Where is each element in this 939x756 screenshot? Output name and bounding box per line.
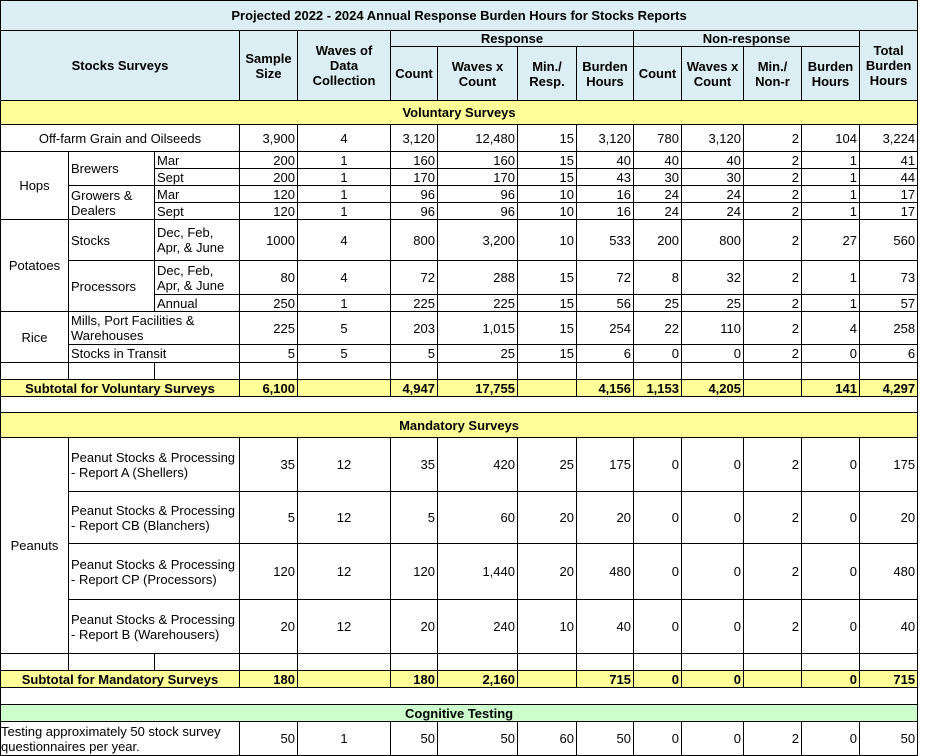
response-count-cell: 4,947: [391, 380, 438, 397]
min-per-response-cell: [518, 380, 577, 397]
sample-size-cell: 200: [240, 152, 298, 169]
sample-size-cell: 5: [240, 345, 298, 363]
nonresponse-count-cell: 30: [634, 169, 682, 186]
blank-cell: [1, 363, 69, 380]
nonresponse-waves-x-count-cell: 0: [682, 438, 744, 492]
total-burden-hours-cell: 50: [860, 722, 918, 756]
sample-size-cell: 1000: [240, 220, 298, 261]
response-count-cell: [391, 363, 438, 380]
nonresponse-count-cell: 24: [634, 203, 682, 220]
group-label: Potatoes: [1, 220, 69, 312]
header-waves-x-count: Waves x Count: [438, 47, 518, 101]
nonresponse-burden-hours-cell: 1: [802, 261, 860, 295]
sample-size-cell: 3,900: [240, 125, 298, 152]
row-label: Peanut Stocks & Processing - Report A (Shellers): [69, 438, 240, 492]
min-per-nonresponse-cell: 2: [744, 312, 802, 345]
sample-size-cell: 35: [240, 438, 298, 492]
min-per-response-cell: [518, 671, 577, 688]
nonresponse-waves-x-count-cell: [682, 363, 744, 380]
waves-cell: 1: [298, 203, 391, 220]
sample-size-cell: 120: [240, 544, 298, 600]
nonresponse-waves-x-count-cell: [682, 654, 744, 671]
nonresponse-waves-x-count-cell: 24: [682, 186, 744, 203]
nonresponse-waves-x-count-cell: 24: [682, 203, 744, 220]
response-burden-hours-cell: 4,156: [577, 380, 634, 397]
waves-cell: 1: [298, 722, 391, 756]
response-waves-x-count-cell: 1,440: [438, 544, 518, 600]
min-per-nonresponse-cell: 2: [744, 152, 802, 169]
response-burden-hours-cell: [577, 654, 634, 671]
header-nr-count: Count: [634, 47, 682, 101]
sample-size-cell: 120: [240, 186, 298, 203]
nonresponse-burden-hours-cell: 0: [802, 438, 860, 492]
waves-cell: 1: [298, 186, 391, 203]
response-burden-hours-cell: 3,120: [577, 125, 634, 152]
blank-cell: [1, 654, 69, 671]
row-label: Processors: [69, 261, 155, 312]
waves-cell: 1: [298, 152, 391, 169]
min-per-nonresponse-cell: [744, 654, 802, 671]
subtotal-row: [1, 671, 918, 688]
sample-size-cell: 6,100: [240, 380, 298, 397]
response-waves-x-count-cell: [438, 654, 518, 671]
header-total: Total Burden Hours: [860, 31, 918, 101]
row-label: Brewers: [69, 152, 155, 186]
response-burden-hours-cell: 20: [577, 492, 634, 544]
nonresponse-burden-hours-cell: 4: [802, 312, 860, 345]
response-waves-x-count-cell: 170: [438, 169, 518, 186]
nonresponse-count-cell: 25: [634, 295, 682, 312]
blank-cell: [69, 363, 155, 380]
response-count-cell: 180: [391, 671, 438, 688]
row-label: Peanut Stocks & Processing - Report CP (Processors): [69, 544, 240, 600]
waves-cell: 12: [298, 600, 391, 654]
response-count-cell: 170: [391, 169, 438, 186]
min-per-nonresponse-cell: 2: [744, 261, 802, 295]
header-min-resp: Min./ Resp.: [518, 47, 577, 101]
nonresponse-burden-hours-cell: 0: [802, 671, 860, 688]
min-per-response-cell: 15: [518, 345, 577, 363]
spacer-row: [1, 688, 918, 705]
nonresponse-burden-hours-cell: 1: [802, 186, 860, 203]
nonresponse-burden-hours-cell: [802, 363, 860, 380]
total-burden-hours-cell: 73: [860, 261, 918, 295]
response-count-cell: 800: [391, 220, 438, 261]
min-per-nonresponse-cell: 2: [744, 438, 802, 492]
header-burden-hours: Burden Hours: [577, 47, 634, 101]
min-per-nonresponse-cell: [744, 363, 802, 380]
row-label: Off-farm Grain and Oilseeds: [1, 125, 240, 152]
nonresponse-count-cell: 1,153: [634, 380, 682, 397]
table-row: [1, 152, 918, 169]
row-label: Mills, Port Facilities & Warehouses: [69, 312, 240, 345]
header-sample-size: Sample Size: [240, 31, 298, 101]
nonresponse-waves-x-count-cell: 3,120: [682, 125, 744, 152]
blank-cell: [155, 363, 240, 380]
response-waves-x-count-cell: 3,200: [438, 220, 518, 261]
row-period: Mar: [155, 186, 240, 203]
total-burden-hours-cell: 175: [860, 438, 918, 492]
nonresponse-waves-x-count-cell: 40: [682, 152, 744, 169]
min-per-nonresponse-cell: [744, 380, 802, 397]
waves-cell: 4: [298, 261, 391, 295]
min-per-response-cell: 10: [518, 600, 577, 654]
response-burden-hours-cell: 175: [577, 438, 634, 492]
response-count-cell: 72: [391, 261, 438, 295]
row-label: Subtotal for Mandatory Surveys: [1, 671, 240, 688]
waves-cell: [298, 363, 391, 380]
min-per-response-cell: 15: [518, 295, 577, 312]
nonresponse-count-cell: 8: [634, 261, 682, 295]
sample-size-cell: 5: [240, 492, 298, 544]
response-waves-x-count-cell: 240: [438, 600, 518, 654]
table-row: [1, 438, 918, 492]
min-per-nonresponse-cell: 2: [744, 220, 802, 261]
table-row: [1, 492, 918, 544]
response-count-cell: 96: [391, 186, 438, 203]
row-period: Sept: [155, 203, 240, 220]
nonresponse-count-cell: 0: [634, 438, 682, 492]
waves-cell: 4: [298, 220, 391, 261]
nonresponse-waves-x-count-cell: 30: [682, 169, 744, 186]
min-per-response-cell: 10: [518, 186, 577, 203]
nonresponse-burden-hours-cell: 0: [802, 345, 860, 363]
response-waves-x-count-cell: 60: [438, 492, 518, 544]
response-waves-x-count-cell: 25: [438, 345, 518, 363]
section-mandatory: Mandatory Surveys: [1, 413, 918, 438]
response-burden-hours-cell: 43: [577, 169, 634, 186]
waves-cell: [298, 654, 391, 671]
row-label: Stocks: [69, 220, 155, 261]
min-per-response-cell: 20: [518, 492, 577, 544]
min-per-response-cell: 15: [518, 152, 577, 169]
header-nr-waves-x-count: Waves x Count: [682, 47, 744, 101]
nonresponse-burden-hours-cell: 1: [802, 295, 860, 312]
min-per-response-cell: 15: [518, 169, 577, 186]
response-count-cell: 5: [391, 492, 438, 544]
header-waves: Waves of Data Collection: [298, 31, 391, 101]
response-count-cell: 5: [391, 345, 438, 363]
min-per-response-cell: [518, 654, 577, 671]
response-burden-hours-cell: 50: [577, 722, 634, 756]
response-count-cell: 96: [391, 203, 438, 220]
nonresponse-count-cell: 780: [634, 125, 682, 152]
response-waves-x-count-cell: 50: [438, 722, 518, 756]
group-label: Rice: [1, 312, 69, 363]
nonresponse-waves-x-count-cell: 0: [682, 345, 744, 363]
nonresponse-count-cell: [634, 363, 682, 380]
waves-cell: 1: [298, 169, 391, 186]
header-response: Response: [391, 31, 634, 47]
sample-size-cell: 80: [240, 261, 298, 295]
nonresponse-burden-hours-cell: 27: [802, 220, 860, 261]
table-row: [1, 261, 918, 295]
table-row: [1, 722, 918, 756]
response-waves-x-count-cell: 225: [438, 295, 518, 312]
row-label: Stocks in Transit: [69, 345, 240, 363]
table-row: [1, 600, 918, 654]
waves-cell: 4: [298, 125, 391, 152]
response-burden-hours-cell: [577, 363, 634, 380]
nonresponse-burden-hours-cell: 0: [802, 722, 860, 756]
response-waves-x-count-cell: 2,160: [438, 671, 518, 688]
row-period: Dec, Feb, Apr, & June: [155, 261, 240, 295]
min-per-nonresponse-cell: 2: [744, 186, 802, 203]
total-burden-hours-cell: 20: [860, 492, 918, 544]
nonresponse-waves-x-count-cell: 0: [682, 671, 744, 688]
nonresponse-waves-x-count-cell: 110: [682, 312, 744, 345]
nonresponse-burden-hours-cell: 1: [802, 169, 860, 186]
nonresponse-count-cell: 200: [634, 220, 682, 261]
sample-size-cell: 225: [240, 312, 298, 345]
response-count-cell: 160: [391, 152, 438, 169]
nonresponse-count-cell: 0: [634, 544, 682, 600]
response-waves-x-count-cell: 1,015: [438, 312, 518, 345]
min-per-response-cell: 15: [518, 261, 577, 295]
row-period: Mar: [155, 152, 240, 169]
table-row: [1, 220, 918, 261]
sample-size-cell: 120: [240, 203, 298, 220]
blank-cell: [69, 654, 155, 671]
min-per-response-cell: 15: [518, 125, 577, 152]
response-waves-x-count-cell: 288: [438, 261, 518, 295]
total-burden-hours-cell: 715: [860, 671, 918, 688]
nonresponse-waves-x-count-cell: 0: [682, 492, 744, 544]
min-per-nonresponse-cell: 2: [744, 492, 802, 544]
waves-cell: 5: [298, 345, 391, 363]
nonresponse-waves-x-count-cell: 0: [682, 600, 744, 654]
blank-cell: [155, 654, 240, 671]
sample-size-cell: 180: [240, 671, 298, 688]
response-waves-x-count-cell: 96: [438, 186, 518, 203]
response-count-cell: 3,120: [391, 125, 438, 152]
nonresponse-burden-hours-cell: 0: [802, 600, 860, 654]
response-burden-hours-cell: 16: [577, 203, 634, 220]
response-burden-hours-cell: 6: [577, 345, 634, 363]
response-waves-x-count-cell: [438, 363, 518, 380]
min-per-nonresponse-cell: 2: [744, 295, 802, 312]
nonresponse-burden-hours-cell: [802, 654, 860, 671]
response-burden-hours-cell: 16: [577, 186, 634, 203]
waves-cell: 12: [298, 438, 391, 492]
spacer-row: [1, 397, 918, 413]
nonresponse-count-cell: 40: [634, 152, 682, 169]
response-burden-hours-cell: 715: [577, 671, 634, 688]
response-waves-x-count-cell: 12,480: [438, 125, 518, 152]
nonresponse-count-cell: 0: [634, 671, 682, 688]
nonresponse-count-cell: 0: [634, 722, 682, 756]
sample-size-cell: 20: [240, 600, 298, 654]
total-burden-hours-cell: 17: [860, 203, 918, 220]
header-count: Count: [391, 47, 438, 101]
row-label: Growers & Dealers: [69, 186, 155, 220]
min-per-nonresponse-cell: 2: [744, 169, 802, 186]
nonresponse-burden-hours-cell: 141: [802, 380, 860, 397]
response-count-cell: [391, 654, 438, 671]
min-per-response-cell: [518, 363, 577, 380]
nonresponse-waves-x-count-cell: 0: [682, 544, 744, 600]
blank-row: [1, 363, 918, 380]
nonresponse-waves-x-count-cell: 0: [682, 722, 744, 756]
table-row: [1, 186, 918, 203]
total-burden-hours-cell: 480: [860, 544, 918, 600]
total-burden-hours-cell: 57: [860, 295, 918, 312]
response-count-cell: 35: [391, 438, 438, 492]
total-burden-hours-cell: 6: [860, 345, 918, 363]
waves-cell: 5: [298, 312, 391, 345]
total-burden-hours-cell: 3,224: [860, 125, 918, 152]
table-row: [1, 312, 918, 345]
sample-size-cell: [240, 654, 298, 671]
response-count-cell: 120: [391, 544, 438, 600]
min-per-response-cell: 10: [518, 203, 577, 220]
response-burden-hours-cell: 72: [577, 261, 634, 295]
header-nr-burden-hours: Burden Hours: [802, 47, 860, 101]
section-voluntary: Voluntary Surveys: [1, 101, 918, 125]
blank-row: [1, 654, 918, 671]
sample-size-cell: 50: [240, 722, 298, 756]
nonresponse-burden-hours-cell: 0: [802, 544, 860, 600]
waves-cell: [298, 380, 391, 397]
total-burden-hours-cell: 44: [860, 169, 918, 186]
row-label: Peanut Stocks & Processing - Report CB (Blanchers): [69, 492, 240, 544]
nonresponse-waves-x-count-cell: 4,205: [682, 380, 744, 397]
row-period: Sept: [155, 169, 240, 186]
group-label: Peanuts: [1, 438, 69, 654]
min-per-nonresponse-cell: 2: [744, 600, 802, 654]
min-per-nonresponse-cell: 2: [744, 125, 802, 152]
response-burden-hours-cell: 40: [577, 600, 634, 654]
sample-size-cell: 250: [240, 295, 298, 312]
response-burden-hours-cell: 40: [577, 152, 634, 169]
row-label: Testing approximately 50 stock survey questionnaires per year.: [1, 722, 240, 756]
min-per-response-cell: 60: [518, 722, 577, 756]
table-title: Projected 2022 - 2024 Annual Response Burden Hours for Stocks Reports: [1, 1, 918, 31]
response-waves-x-count-cell: 96: [438, 203, 518, 220]
nonresponse-burden-hours-cell: 104: [802, 125, 860, 152]
min-per-nonresponse-cell: 2: [744, 722, 802, 756]
response-burden-hours-cell: 533: [577, 220, 634, 261]
response-burden-hours-cell: 254: [577, 312, 634, 345]
response-burden-hours-cell: 56: [577, 295, 634, 312]
response-count-cell: 20: [391, 600, 438, 654]
waves-cell: 12: [298, 492, 391, 544]
total-burden-hours-cell: [860, 654, 918, 671]
nonresponse-count-cell: 0: [634, 600, 682, 654]
total-burden-hours-cell: 4,297: [860, 380, 918, 397]
total-burden-hours-cell: [860, 363, 918, 380]
table-row: [1, 345, 918, 363]
row-period: Annual: [155, 295, 240, 312]
nonresponse-burden-hours-cell: 1: [802, 203, 860, 220]
nonresponse-count-cell: 0: [634, 492, 682, 544]
waves-cell: 12: [298, 544, 391, 600]
response-waves-x-count-cell: 420: [438, 438, 518, 492]
sample-size-cell: [240, 363, 298, 380]
header-non-response: Non-response: [634, 31, 860, 47]
nonresponse-waves-x-count-cell: 25: [682, 295, 744, 312]
total-burden-hours-cell: 17: [860, 186, 918, 203]
nonresponse-count-cell: [634, 654, 682, 671]
row-period: Dec, Feb, Apr, & June: [155, 220, 240, 261]
min-per-response-cell: 10: [518, 220, 577, 261]
table-row: [1, 125, 918, 152]
min-per-nonresponse-cell: 2: [744, 544, 802, 600]
row-label: Peanut Stocks & Processing - Report B (Warehousers): [69, 600, 240, 654]
response-count-cell: 203: [391, 312, 438, 345]
min-per-nonresponse-cell: [744, 671, 802, 688]
nonresponse-burden-hours-cell: 1: [802, 152, 860, 169]
response-count-cell: 50: [391, 722, 438, 756]
min-per-nonresponse-cell: 2: [744, 345, 802, 363]
table-row: [1, 544, 918, 600]
row-label: Subtotal for Voluntary Surveys: [1, 380, 240, 397]
total-burden-hours-cell: 40: [860, 600, 918, 654]
subtotal-row: [1, 380, 918, 397]
nonresponse-burden-hours-cell: 0: [802, 492, 860, 544]
min-per-response-cell: 15: [518, 312, 577, 345]
waves-cell: 1: [298, 295, 391, 312]
response-burden-hours-cell: 480: [577, 544, 634, 600]
response-waves-x-count-cell: 160: [438, 152, 518, 169]
nonresponse-count-cell: 22: [634, 312, 682, 345]
min-per-response-cell: 25: [518, 438, 577, 492]
header-min-nonr: Min./ Non-r: [744, 47, 802, 101]
min-per-nonresponse-cell: 2: [744, 203, 802, 220]
nonresponse-waves-x-count-cell: 800: [682, 220, 744, 261]
header-stocks-surveys: Stocks Surveys: [1, 31, 240, 101]
nonresponse-waves-x-count-cell: 32: [682, 261, 744, 295]
total-burden-hours-cell: 41: [860, 152, 918, 169]
nonresponse-count-cell: 24: [634, 186, 682, 203]
nonresponse-count-cell: 0: [634, 345, 682, 363]
response-count-cell: 225: [391, 295, 438, 312]
total-burden-hours-cell: 560: [860, 220, 918, 261]
section-cognitive: Cognitive Testing: [1, 705, 918, 722]
min-per-response-cell: 20: [518, 544, 577, 600]
group-label: Hops: [1, 152, 69, 220]
waves-cell: [298, 671, 391, 688]
response-waves-x-count-cell: 17,755: [438, 380, 518, 397]
total-burden-hours-cell: 258: [860, 312, 918, 345]
sample-size-cell: 200: [240, 169, 298, 186]
